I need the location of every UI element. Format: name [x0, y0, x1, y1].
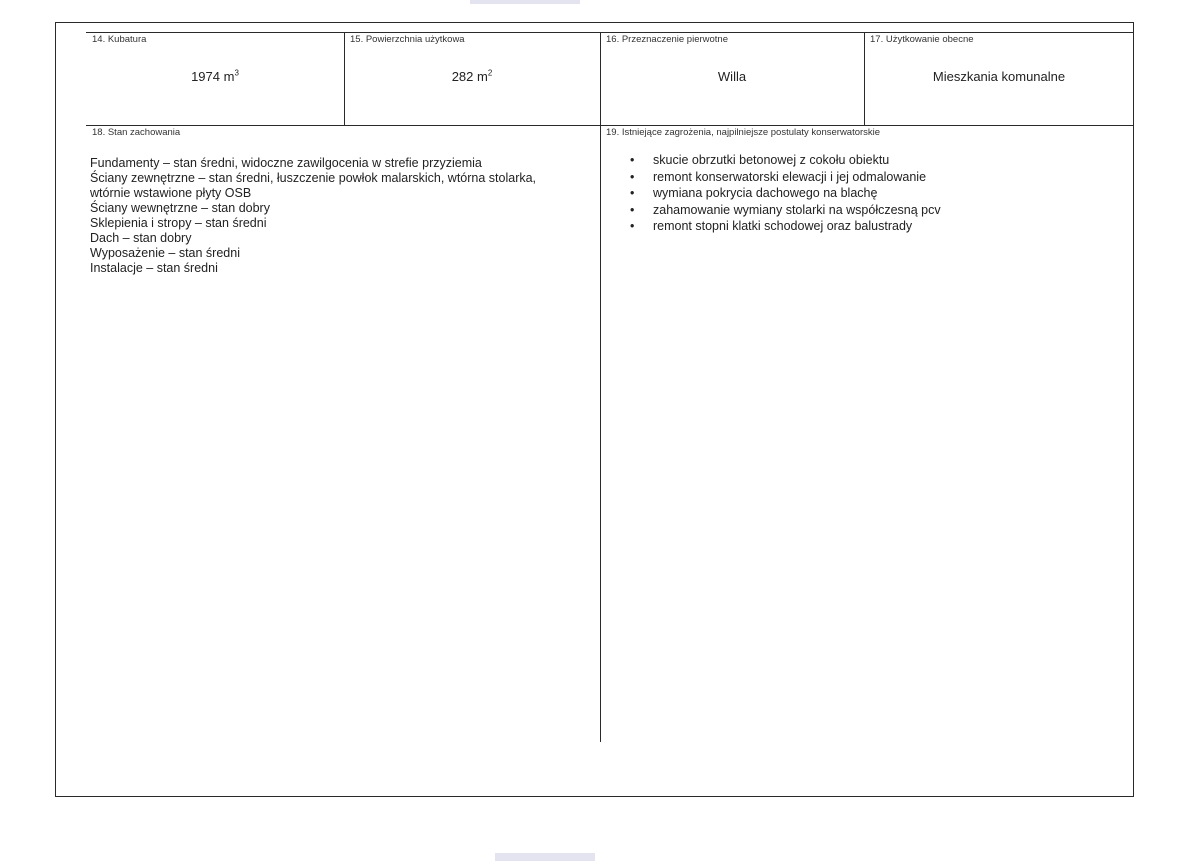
- stan-line: Wyposażenie – stan średni: [90, 246, 240, 260]
- stan-line: Fundamenty – stan średni, widoczne zawilgocenia w strefie przyziemia: [90, 156, 482, 170]
- zagrozenia-list: [630, 152, 1110, 235]
- stan-line: Instalacje – stan średni: [90, 261, 218, 275]
- bullet-icon: •: [630, 153, 635, 167]
- zagrozenie-item: [630, 202, 1110, 219]
- stan-line: Ściany zewnętrzne – stan średni, łuszczenie powłok malarskich, wtórna stolarka,: [90, 171, 537, 185]
- row-top-line: [86, 32, 1134, 33]
- bullet-icon: •: [630, 219, 635, 233]
- scan-shade-top: [470, 0, 580, 4]
- zagrozenie-text: remont konserwatorski elewacji i jej odmalowanie: [653, 169, 927, 184]
- przeznaczenie-label: 16. Przeznaczenie pierwotne: [606, 34, 728, 45]
- col-divider-2: [600, 32, 601, 742]
- row-mid-line: [86, 125, 1134, 126]
- zagrozenie-text: remont stopni klatki schodowej oraz balustrady: [653, 219, 913, 233]
- zagrozenia-label: 19. Istniejące zagrożenia, najpilniejsze postulaty konserwatorskie: [606, 127, 881, 138]
- powierzchnia-label: 15. Powierzchnia użytkowa: [350, 34, 465, 45]
- zagrozenie-text: skucie obrzutki betonowej z cokołu obiektu: [653, 153, 890, 167]
- zagrozenie-item: [630, 185, 1110, 202]
- uzytkowanie-value: Mieszkania komunalne: [932, 69, 1066, 84]
- stan-line: Ściany wewnętrzne – stan dobry: [90, 201, 270, 215]
- form-frame: [55, 22, 1134, 797]
- powierzchnia-number: 282 m: [451, 69, 488, 84]
- bullet-icon: •: [630, 169, 635, 184]
- zagrozenie-item: [630, 152, 1110, 169]
- zagrozenie-text: wymiana pokrycia dachowego na blachę: [653, 186, 878, 200]
- bullet-icon: •: [630, 202, 635, 217]
- stan-zachowania-list: [90, 156, 590, 276]
- przeznaczenie-value: Willa: [717, 69, 747, 84]
- kubatura-label: 14. Kubatura: [92, 34, 147, 45]
- stan-zachowania-label: 18. Stan zachowania: [92, 127, 181, 138]
- bullet-icon: •: [630, 186, 635, 200]
- kubatura-value: [86, 69, 344, 84]
- powierzchnia-value: [344, 69, 600, 84]
- uzytkowanie-label: 17. Użytkowanie obecne: [870, 34, 974, 45]
- kubatura-unit-exponent: 3: [234, 68, 239, 78]
- powierzchnia-unit-exponent: 2: [487, 68, 493, 78]
- stan-line: wtórnie wstawione płyty OSB: [90, 186, 252, 200]
- stan-line: Sklepienia i stropy – stan średni: [90, 216, 267, 230]
- zagrozenie-item: [630, 169, 1110, 186]
- stan-line: Dach – stan dobry: [90, 231, 192, 245]
- zagrozenie-item: [630, 218, 1110, 235]
- kubatura-number: 1974 m: [191, 69, 235, 84]
- scan-shade-bottom: [495, 853, 595, 861]
- zagrozenie-text: zahamowanie wymiany stolarki na współczesną pcv: [653, 202, 941, 217]
